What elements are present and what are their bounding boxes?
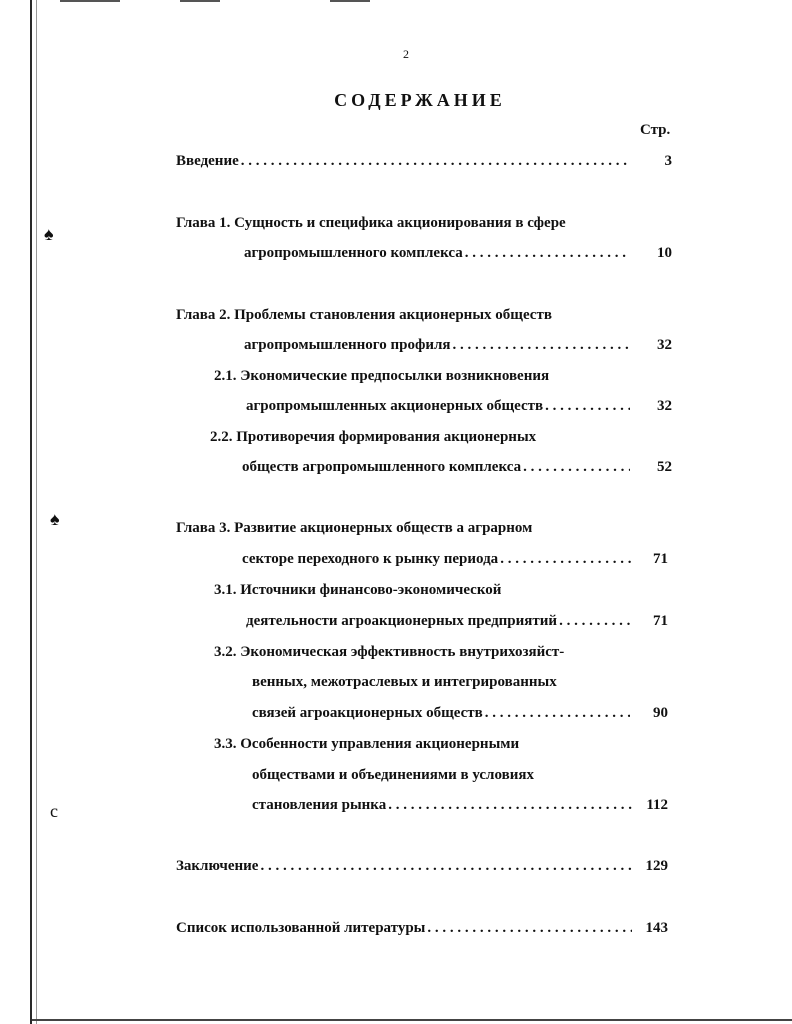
toc-entry-title: агропромышленных акционерных обществ <box>246 398 544 414</box>
toc-entry-title: агропромышленного комплекса <box>244 245 463 261</box>
toc-chapter-1-title: Глава 1. Сущность и специфика акционирования в сфере <box>176 215 566 231</box>
toc-entry-section-3-1 <box>246 610 636 632</box>
toc-chapter-3-title: Глава 3. Развитие акционерных обществ а аграрном <box>176 520 533 536</box>
toc-page-ref: 10 <box>657 245 672 261</box>
toc-section-2-1-title: 2.1. Экономические предпосылки возникновения <box>214 368 550 384</box>
toc-section-3-2-line-2: венных, межотраслевых и интегрированных <box>252 674 557 690</box>
toc-page-ref: 52 <box>657 459 672 475</box>
dot-leader <box>559 610 632 632</box>
page-number: 2 <box>403 47 409 61</box>
toc-page-ref: 143 <box>645 920 668 936</box>
dot-leader <box>500 548 632 570</box>
toc-page-ref: 129 <box>645 858 668 874</box>
toc-entry-title: обществ агропромышленного комплекса <box>242 459 522 475</box>
dot-leader <box>523 456 630 478</box>
toc-entry-conclusion <box>176 855 636 877</box>
toc-entry-chapter-2 <box>244 334 634 356</box>
toc-entry-section-2-2 <box>242 456 634 478</box>
toc-entry-title: агропромышленного профиля <box>244 337 451 353</box>
toc-section-3-2-title: 3.2. Экономическая эффективность внутрихозяйст- <box>214 644 565 660</box>
punch-hole-mark: c <box>50 801 58 821</box>
toc-page-ref: 90 <box>653 705 668 721</box>
toc-entry-section-2-1 <box>246 395 634 417</box>
dot-leader <box>485 702 630 724</box>
punch-hole-mark: ♠ <box>50 509 60 529</box>
dot-leader <box>545 395 630 417</box>
toc-chapter-2-title: Глава 2. Проблемы становления акционерных обществ <box>176 307 552 323</box>
page-title: СОДЕРЖАНИЕ <box>334 90 506 110</box>
toc-entry-title: Введение <box>176 153 239 169</box>
toc-page-ref: 112 <box>646 797 668 813</box>
dot-leader <box>453 334 630 356</box>
toc-section-3-3-line-2: обществами и объединениями в условиях <box>252 767 534 783</box>
toc-page-ref: 3 <box>664 153 672 169</box>
toc-page-ref: 32 <box>657 337 672 353</box>
punch-hole-mark: ♠ <box>44 224 54 244</box>
toc-entry-chapter-3 <box>242 548 636 570</box>
toc-entry-references <box>176 917 636 939</box>
toc-page-ref: 32 <box>657 398 672 414</box>
toc-entry-title: становления рынка <box>252 797 387 813</box>
toc-section-3-1-title: 3.1. Источники финансово-экономической <box>214 582 502 598</box>
toc-entry-title: деятельности агроакционерных предприятий <box>246 613 558 629</box>
toc-entry-section-3-2 <box>252 702 634 724</box>
toc-section-3-3-title: 3.3. Особенности управления акционерными <box>214 736 520 752</box>
toc-entry-intro <box>176 150 634 172</box>
toc-page-ref: 71 <box>653 551 668 567</box>
toc-entry-chapter-1 <box>244 242 634 264</box>
toc-page-ref: 71 <box>653 613 668 629</box>
dot-leader <box>260 855 632 877</box>
page-column-header: Стр. <box>640 122 671 138</box>
dot-leader <box>427 917 632 939</box>
toc-entry-title: связей агроакционерных обществ <box>252 705 483 721</box>
dot-leader <box>388 794 632 816</box>
toc-entry-section-3-3 <box>252 794 636 816</box>
toc-entry-title: Список использованной литературы <box>176 920 426 936</box>
toc-section-2-2-title: 2.2. Противоречия формирования акционерных <box>210 429 537 445</box>
toc-entry-title: секторе переходного к рынку периода <box>242 551 499 567</box>
dot-leader <box>241 150 630 172</box>
dot-leader <box>465 242 630 264</box>
toc-entry-title: Заключение <box>176 858 259 874</box>
